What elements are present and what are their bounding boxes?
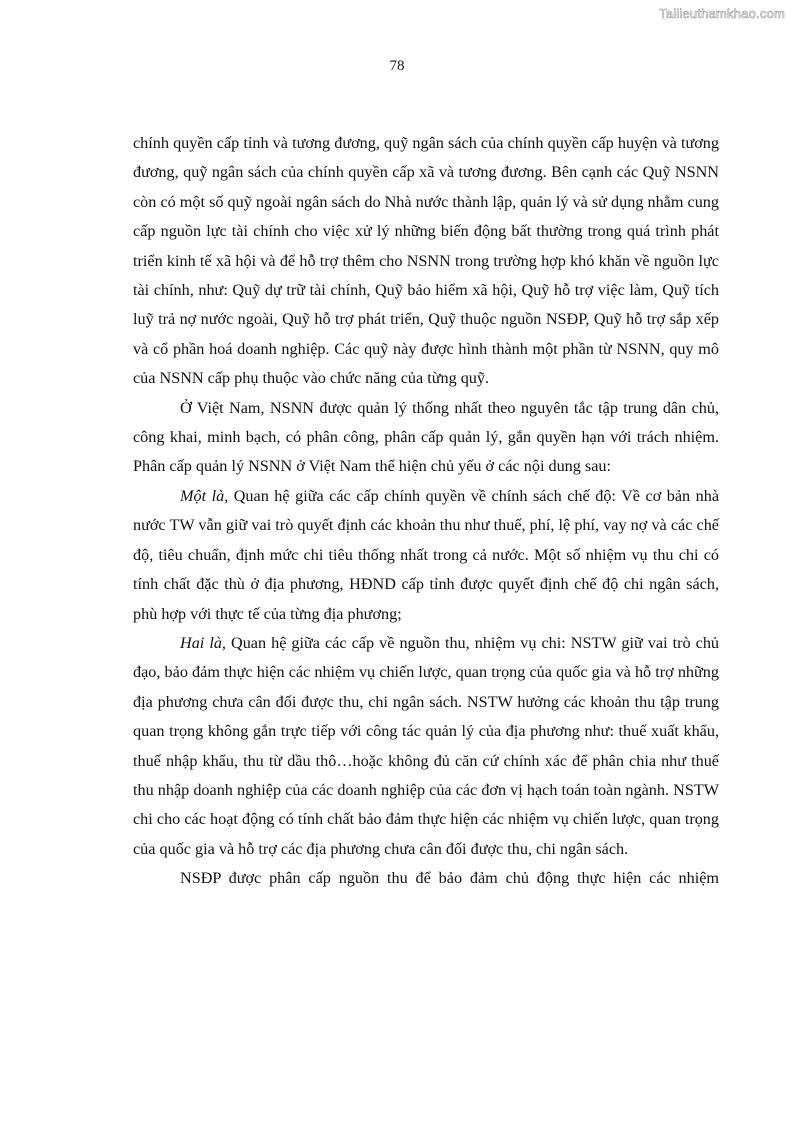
paragraph-point-one	[133, 482, 719, 629]
watermark-text: Tailieuthamkhao.com	[659, 6, 785, 21]
paragraph-text: Quan hệ giữa các cấp về nguồn thu, nhiệm vụ chi: NSTW giữ vai trò chủ đạo, bảo đảm thực hiện các nhiệm vụ chiến lược, quan trọng của quốc gia và hỗ trợ những địa phương chưa cân đối được thu, chi ngân sách. NSTW hưởng các khoản thu tập trung quan trọng không gắn trực tiếp với công tác quản lý của địa phương như: thuế xuất khẩu, thuế nhập khẩu, thu từ dầu thô…hoặc không đủ căn cứ chính xác để phân chia như thuế thu nhập doanh nghiệp của các doanh nghiệp của các đơn vị hạch toán toàn ngành. NSTW chi cho các hoạt động có tính chất bảo đảm thực hiện các nhiệm vụ chiến lược, quan trọng của quốc gia và hỗ trợ các địa phương chưa cân đối được thu, chi ngân sách.	[133, 633, 720, 858]
paragraph-intro: Ở Việt Nam, NSNN được quản lý thống nhất theo nguyên tắc tập trung dân chủ, công khai, minh bạch, có phân công, phân cấp quản lý, gắn quyền hạn với trách nhiệm. Phân cấp quản lý NSNN ở Việt Nam thể hiện chủ yếu ở các nội dung sau:	[133, 398, 719, 476]
paragraph-trailing: NSĐP được phân cấp nguồn thu để bảo đảm chủ động thực hiện các nhiệm	[180, 869, 719, 888]
document-body	[133, 129, 719, 894]
paragraph-lead: Hai là,	[180, 633, 226, 652]
page-number: 78	[389, 58, 405, 74]
paragraph-text: Quan hệ giữa các cấp chính quyền về chính sách chế độ: Về cơ bản nhà nước TW vẫn giữ vai trò quyết định các khoản thu như thuế, phí, lệ phí, vay nợ và các chế độ, tiêu chuẩn, định mức chi tiêu thống nhất trong cả nước. Một số nhiệm vụ thu chi có tính chất đặc thù ở địa phương, HĐND cấp tỉnh được quyết định chế độ chi ngân sách, phù hợp với thực tế của từng địa phương;	[133, 486, 720, 623]
paragraph-continuation: chính quyền cấp tỉnh và tương đương, quỹ ngân sách của chính quyền cấp huyện và tương đương, quỹ ngân sách của chính quyền cấp xã và tương đương. Bên cạnh các Quỹ NSNN còn có một số quỹ ngoài ngân sách do Nhà nước thành lập, quản lý và sử dụng nhằm cung cấp nguồn lực tài chính cho việc xử lý những biến động bất thường trong quá trình phát triển kinh tế xã hội và để hỗ trợ thêm cho NSNN trong trường hợp khó khăn về nguồn lực tài chính, như: Quỹ dự trữ tài chính, Quỹ bảo hiểm xã hội, Quỹ hỗ trợ việc làm, Quỹ tích luỹ trả nợ nước ngoài, Quỹ hỗ trợ phát triển, Quỹ thuộc nguồn NSĐP, Quỹ hỗ trợ sắp xếp và cổ phần hoá doanh nghiệp. Các quỹ này được hình thành một phần từ NSNN, quy mô của NSNN cấp phụ thuộc vào chức năng của từng quỹ.	[133, 134, 719, 388]
paragraph-point-two	[133, 629, 719, 864]
paragraph-lead: Một là,	[180, 486, 229, 505]
